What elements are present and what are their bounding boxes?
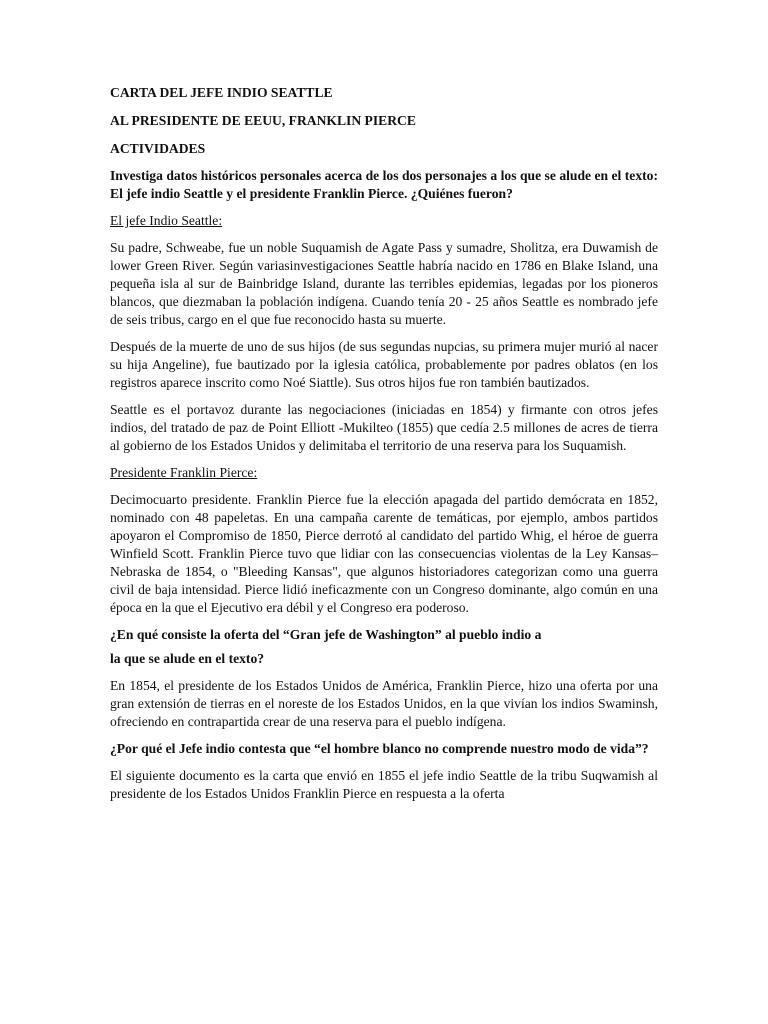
section-heading-activities: ACTIVIDADES xyxy=(110,141,206,156)
question-1: Investiga datos históricos personales acerca de los dos personajes a los que se alude en el texto: El jefe indio Seattle y el presidente Franklin Pierce. ¿Quiénes fueron? xyxy=(110,168,658,201)
question-2-line-2: la que se alude en el texto? xyxy=(110,651,265,666)
document-title-line-2: AL PRESIDENTE DE EEUU, FRANKLIN PIERCE xyxy=(110,113,416,128)
subheading-jefe-seattle: El jefe Indio Seattle: xyxy=(110,213,223,228)
paragraph-offer: En 1854, el presidente de los Estados Unidos de América, Franklin Pierce, hizo una oferta por una gran extensión de tierras en el noreste de los Estados Unidos, en la que vivían los indios Swaminsh, ofreciendo en contrapartida crear de una reserva para el pueblo indígena. xyxy=(110,678,658,729)
paragraph-seattle-treaty: Seattle es el portavoz durante las negociaciones (iniciadas en 1854) y firmante con otros jefes indios, del tratado de paz de Point Elliott -Mukilteo (1855) que cedía 2.5 millones de acres de tierra al gobierno de los Estados Unidos y delimitaba el territorio de una reserva para los Suquamish. xyxy=(110,402,658,453)
paragraph-seattle-baptism: Después de la muerte de uno de sus hijos (de sus segundas nupcias, su primera mujer murió al nacer su hija Angeline), fue bautizado por la iglesia católica, probablemente por padres oblatos (en los registros aparece inscrito como Noé Siattle). Sus otros hijos fue ron también bautizados. xyxy=(110,339,658,390)
question-3: ¿Por qué el Jefe indio contesta que “el hombre blanco no comprende nuestro modo de vida”? xyxy=(110,741,649,756)
question-2-line-1: ¿En qué consiste la oferta del “Gran jefe de Washington” al pueblo indio a xyxy=(110,627,542,642)
document-title-line-1: CARTA DEL JEFE INDIO SEATTLE xyxy=(110,85,333,100)
paragraph-seattle-origins: Su padre, Schweabe, fue un noble Suquamish de Agate Pass y sumadre, Sholitza, era Duwamish de lower Green River. Según variasinvestigaciones Seattle habría nacido en 1786 en Blake Island, una pequeña isla al sur de Bainbridge Island, durante las terribles epidemias, legadas por los pioneros blancos, que diezmaban la población indígena. Cuando tenía 20 - 25 años Seattle es nombrado jefe de seis tribus, cargo en el que fue reconocido hasta su muerte. xyxy=(110,240,658,327)
paragraph-letter-intro: El siguiente documento es la carta que envió en 1855 el jefe indio Seattle de la tribu Suqwamish al presidente de los Estados Unidos Franklin Pierce en respuesta a la oferta xyxy=(110,768,658,801)
paragraph-pierce-presidency: Decimocuarto presidente. Franklin Pierce fue la elección apagada del partido demócrata en 1852, nominado con 48 papeletas. En una campaña carente de temáticas, por ejemplo, ambos partidos apoyaron el Compromiso de 1850, Pierce derrotó al candidato del partido Whig, el héroe de guerra Winfield Scott. Franklin Pierce tuvo que lidiar con las consecuencias violentas de la Ley Kansas–Nebraska de 1854, o "Bleeding Kansas", que algunos historiadores categorizan como una guerra civil de baja intensidad. Pierce lidió ineficazmente con un Congreso dominante, algo común en una época en la que el Ejecutivo era débil y el Congreso era poderoso. xyxy=(110,492,658,615)
subheading-franklin-pierce: Presidente Franklin Pierce: xyxy=(110,465,258,480)
